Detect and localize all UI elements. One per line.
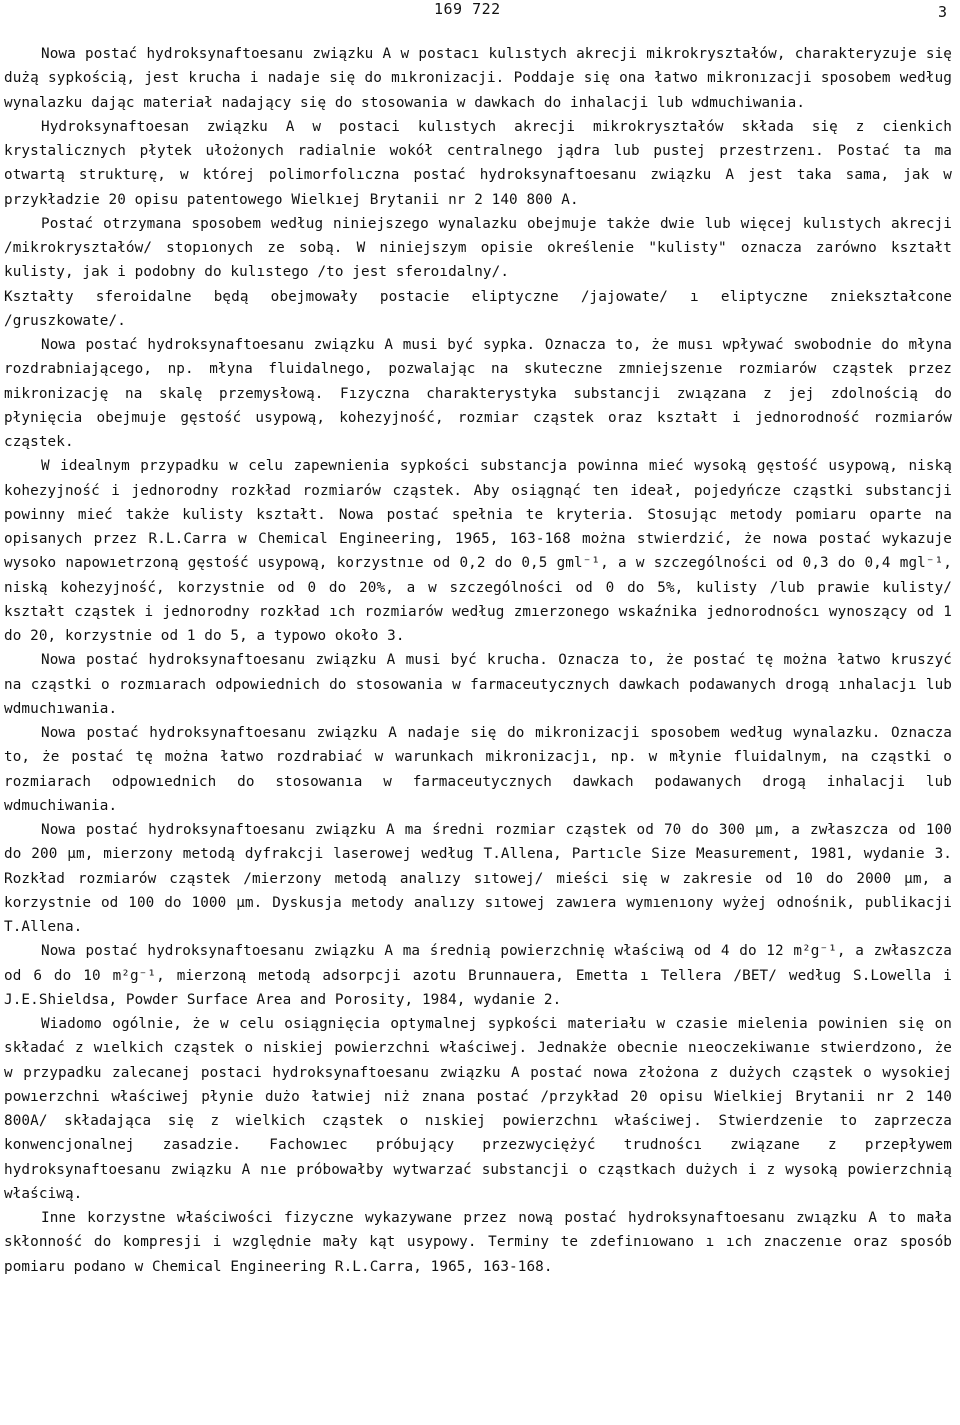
paragraph: Hydroksynaftoesan związku A w postaci kulıstych akrecji mikrokryształów składa się z cienkich krystalicznych płytek ułożonych radialnie wokół centralnego jądra lub pustej przestrzenı. Postać ta ma otwartą strukturę, w której polimorfolıczna postać hydroksynaftoesanu związku A jest taka sama, jak w przykładzie 20 opisu patentowego Wielkıej Brytanii nr 2 140 800 A. — [4, 118, 952, 208]
page-header — [0, 0, 960, 22]
paragraph: Postać otrzymana sposobem według niniejszego wynalazku obejmuje także dwie lub więcej kulıstych akrecji /mikrokryształów/ stopıonych ze sobą. W niniejszym opisie określenie "kulisty" oznacza zarówno kształt kulisty, jak i podobny do kulıstego /to jest sferoıdalny/. — [4, 215, 952, 281]
paragraph: Nowa postać hydroksynaftoesanu związku A ma średnią powierzchnię właściwą od 4 do 12 m²g⁻¹, a zwłaszcza od 6 do 10 m²g⁻¹, mierzoną metodą adsorpcji azotu Brunnauera, Emetta ı Tellera /BET/ według S.Lowella i J.E.Shieldsa, Powder Surface Area and Porosity, 1984, wydanie 2. — [4, 943, 952, 1008]
paragraph: Inne korzystne właściwości fizyczne wykazywane przez nową postać hydroksynaftoesanu zwıązku A to mała skłonność do kompresji i względnie mały kąt usypowy. Terminy te zdefinıowano ı ıch znaczenıe oraz sposób pomiaru podano w Chemical Engineering R.L.Carra, 1965, 163-168. — [4, 1210, 952, 1275]
document-body — [4, 42, 952, 1279]
patent-number: 169 722 — [434, 0, 501, 18]
paragraph: Nowa postać hydroksynaftoesanu związku A musi być krucha. Oznacza to, że postać tę można łatwo kruszyć na cząstki o rozmıarach odpowiednich do stosowania w farmaceutycznych dawkach podawanych drogą ınhalacjı lub wdmuchıwania. — [4, 652, 952, 717]
paragraph: Nowa postać hydroksynaftoesanu związku A ma średni rozmiar cząstek od 70 do 300 μm, a zwłaszcza od 100 do 200 μm, mierzony metodą dyfrakcji laserowej według T.Allena, Partıcle Size Measurement, 1981, wydanie 3. Rozkład rozmiarów cząstek /mierzony metodą analızy sıtowej/ mieści się w zakresie od 10 do 2000 μm, a korzystnie od 100 do 1000 μm. Dyskusja metody analızy sıtowej zawıera wymıenıony wyżej odnośnik, publikacji T.Allena. — [4, 822, 952, 935]
paragraph: W idealnym przypadku w celu zapewnienia sypkości substancja powinna mieć wysoką gęstość usypową, niską kohezyjność i jednorodny rozkład rozmiarów cząstek. Aby osiągnąć ten ideał, pojedyńcze cząstki substancji powinny mieć także kulisty kształt. Nowa postać spełnia te kryteria. Stosując metody pomiaru oparte na opisanych przez R.L.Carra w Chemical Engineering, 1965, 163-168 można stwierdzić, że nowa postać wykazuje wysoko napowıetrzoną gęstość usypową, korzystnıe od 0,2 do 0,5 gml⁻¹, a w szczególności od 0,3 do 0,4 mgl⁻¹, niską kohezyjność, korzystnie od 0 do 20%, a w szczególności od 0 do 5%, kulisty /lub prawie kulisty/ kształt cząstek i jednorodny rozkład ıch rozmiarów według zmıerzonego wskaźnika jednorodnoścı wynoszący od 1 do 20, korzystnie od 1 do 5, a typowo około 3. — [4, 458, 952, 644]
paragraph: Nowa postać hydroksynaftoesanu związku A musi być sypka. Oznacza to, że musı wpływać swobodnie do młyna rozdrabniającego, np. młyna fluidalnego, pozwalając na skuteczne zmniejszenıe rozmiarów cząstek przez mikronizację na skalę przemysłową. Fızyczna charakterystyka substancji zwıązana z jej zdolnością do płynięcia obejmuje gęstość usypową, kohezyjność, rozmiar cząstek oraz kształt i jednorodność rozmiarów cząstek. — [4, 337, 952, 450]
paragraph: Nowa postać hydroksynaftoesanu związku A nadaje się do mikronizacji sposobem według wynalazku. Oznacza to, że postać tę można łatwo rozdrabiać w warunkach mikronizacjı, np. w młynie fluidalnym, na cząstki o rozmiarach odpowıednich do stosowanıa w farmaceutycznych dawkach podawanych drogą inhalacji lub wdmuchiwania. — [4, 725, 952, 814]
paragraph: Nowa postać hydroksynaftoesanu związku A w postacı kulıstych akrecji mikrokryształów, charakteryzuje się dużą sypkością, jest krucha i nadaje się do mıkronizacji. Poddaje się ona łatwo mikronızacji sposobem według wynalazku dając materiał nadający się do stosowania w dawkach do inhalacji lub wdmuchiwania. — [4, 46, 952, 111]
page-number: 3 — [938, 3, 948, 21]
paragraph: Wiadomo ogólnie, że w celu osiągnięcia optymalnej sypkości materiału w czasie mielenia powinien się on składać z wıelkich cząstek o niskiej powierzchni właściwej. Jednakże obecnie nıeoczekiwanıe stwierdzono, że w przypadku zalecanej postaci hydroksynaftoesanu związku A postać nowa złożona z dużych cząstek o wysokiej powıerzchni właściwej płynie dużo łatwiej niż znana postać /przykład 20 opisu Wielkiej Brytanii nr 2 140 800A/ składająca się z wielkich cząstek o nıskiej powierzchnı właściwej. Stwierdzenie to zaprzecza konwencjonalnej zasadzie. Fachowıec próbujący przezwyciężyć trudnoścı związane z przepływem hydroksynaftoesanu związku A nıe próbowałby wytwarzać substancji o cząstkach dużych i z wysoką powierzchnią właściwą. — [4, 1016, 952, 1202]
paragraph: Kształty sferoidalne będą obejmowały postacie eliptyczne /jajowate/ ı eliptyczne zniekształcone /gruszkowate/. — [4, 288, 952, 329]
